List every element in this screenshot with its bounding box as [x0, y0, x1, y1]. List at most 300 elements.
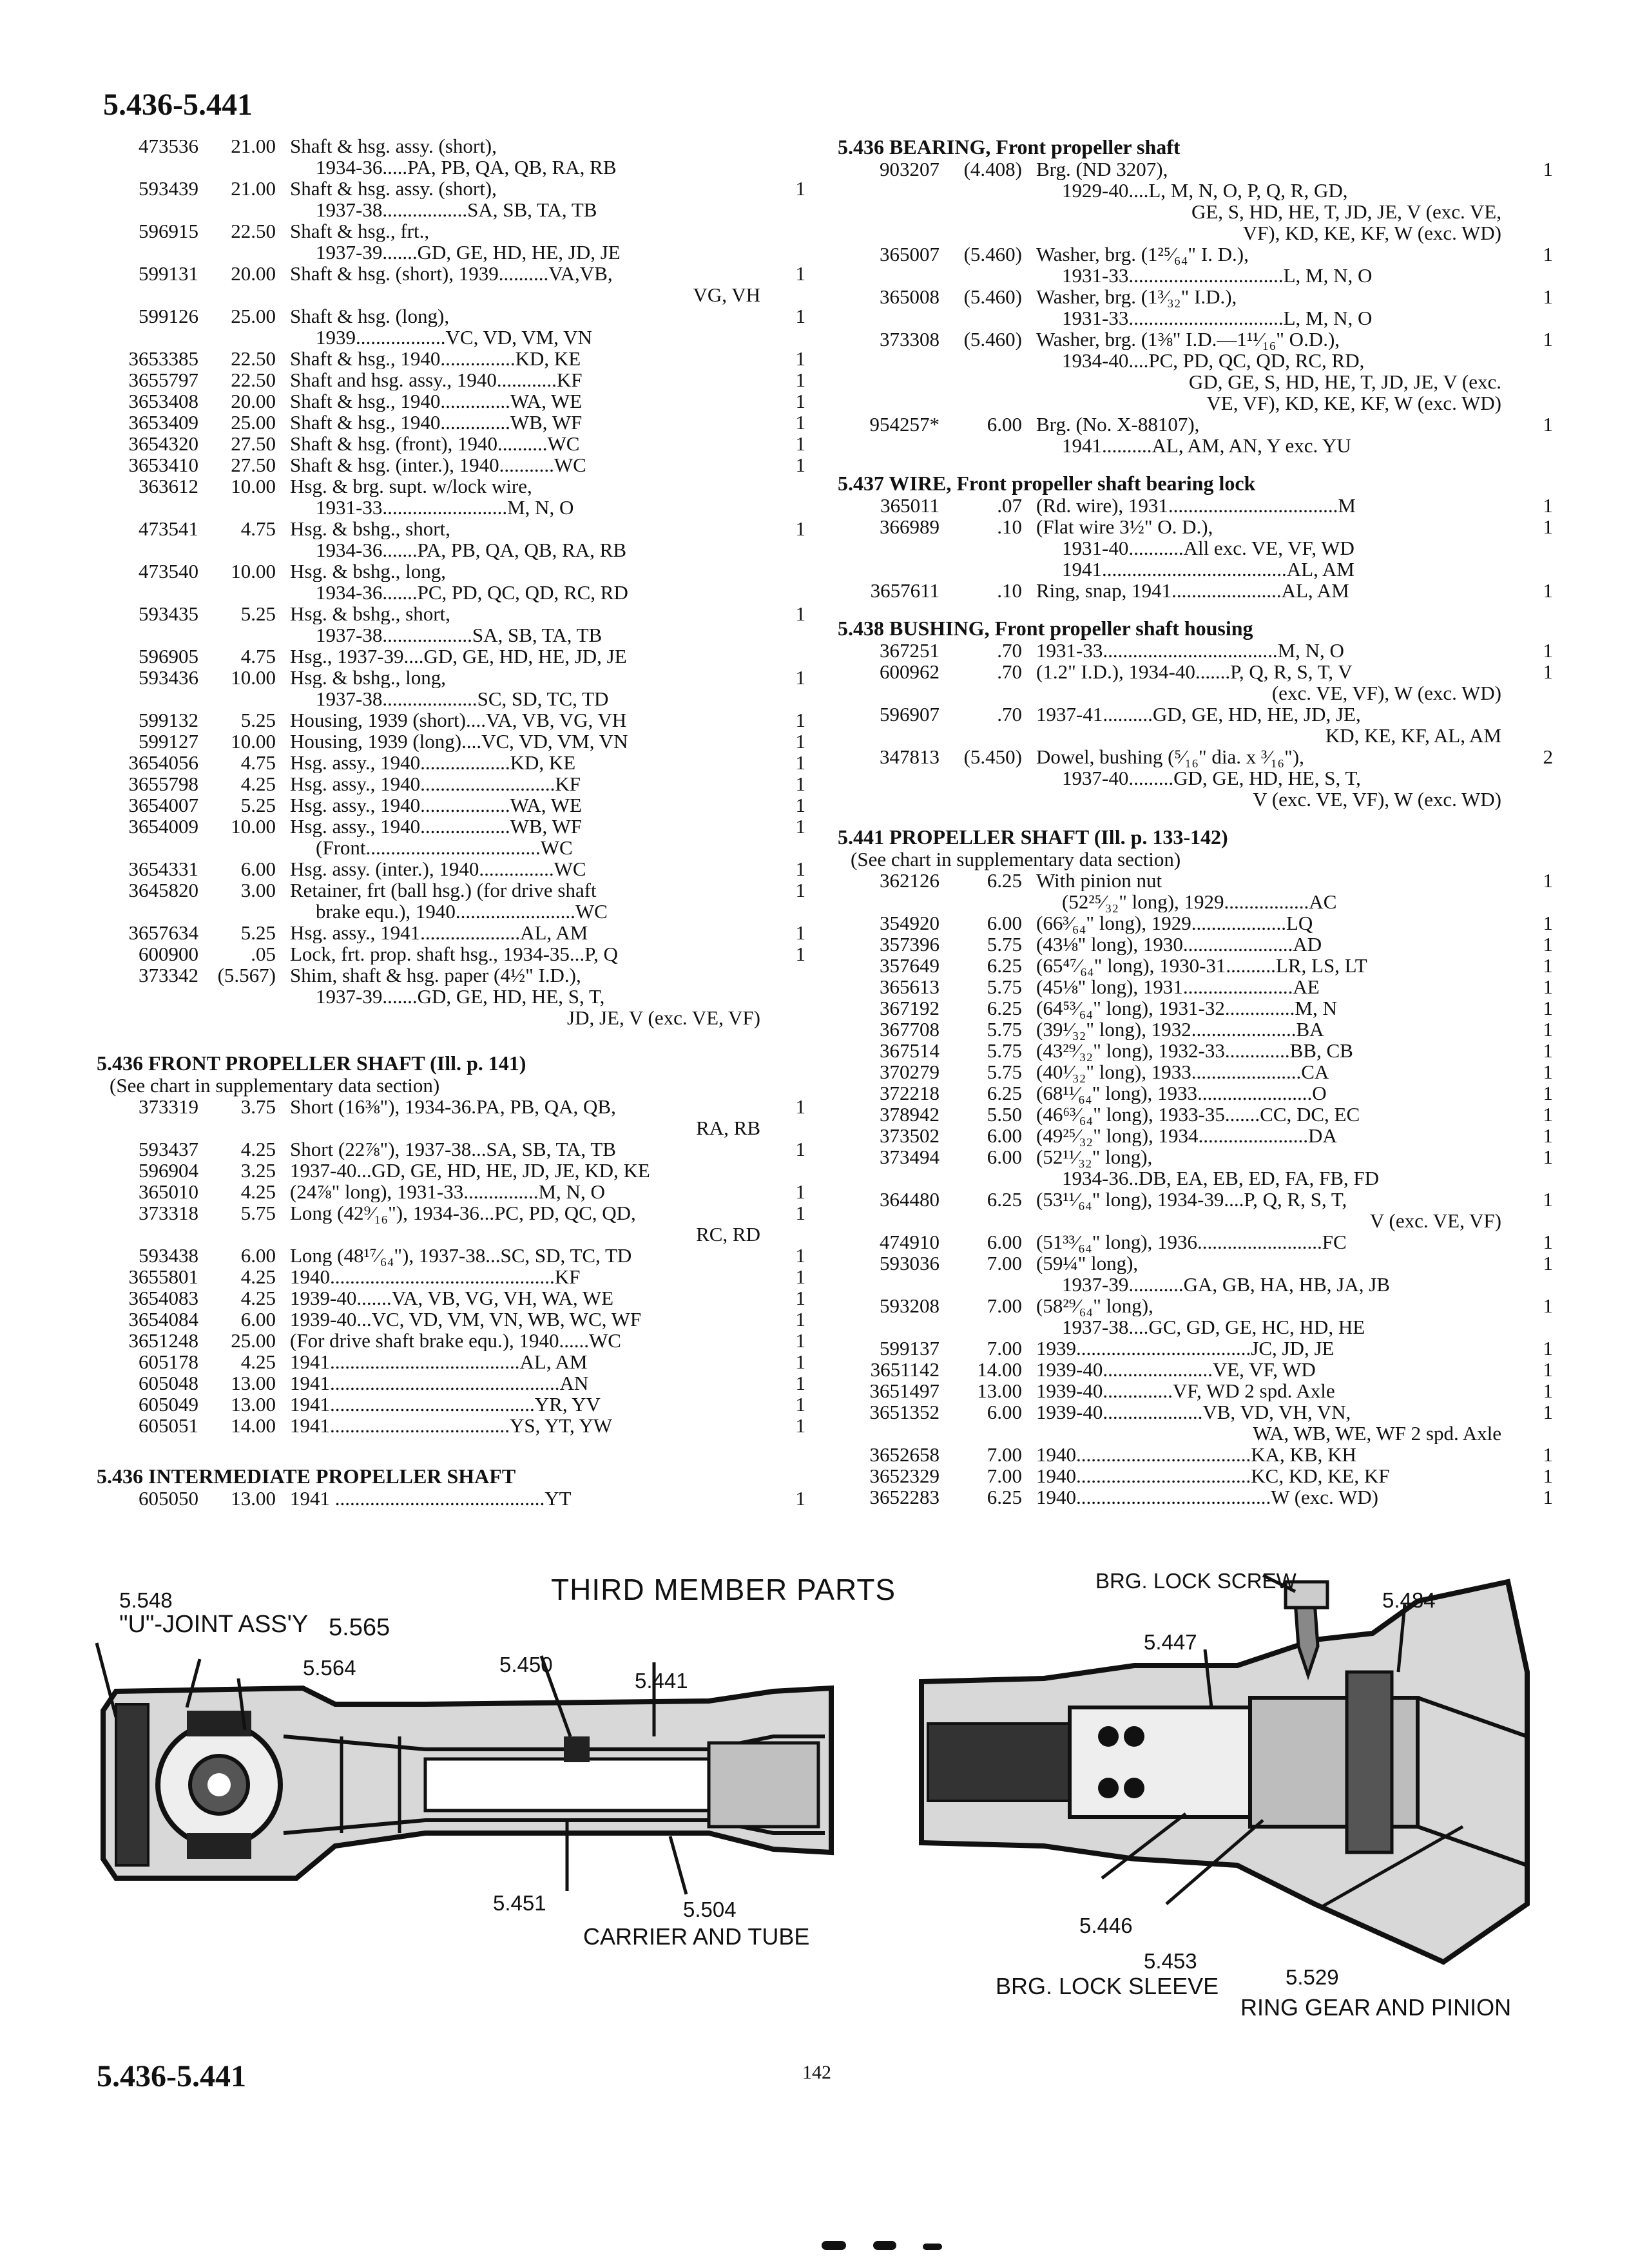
part-description — [1036, 1040, 1501, 1061]
part-price: 4.25 — [240, 1180, 276, 1203]
description-line: Shaft & hsg. (inter.), 1940...........WC — [290, 454, 586, 476]
part-row — [838, 870, 1559, 912]
part-price: 14.00 — [231, 1414, 276, 1437]
part-number: 372218 — [880, 1082, 940, 1104]
part-price: 27.50 — [231, 454, 276, 476]
part-row — [838, 1019, 1559, 1040]
part-quantity: 1 — [795, 794, 805, 816]
part-number: 600962 — [880, 660, 940, 683]
part-row — [838, 1231, 1559, 1253]
part-price: .70 — [997, 660, 1022, 683]
part-row — [838, 1061, 1559, 1082]
label-5-446: 5.446 — [1079, 1914, 1133, 1937]
label-carrier-and-tube: CARRIER AND TUBE — [583, 1923, 810, 1950]
description-line: 1939-40.......VA, VB, VG, VH, WA, WE — [290, 1287, 614, 1309]
part-quantity: 1 — [795, 815, 805, 838]
part-description — [290, 476, 760, 518]
part-price: 13.00 — [231, 1487, 276, 1510]
part-quantity: 1 — [1543, 1231, 1553, 1253]
part-quantity: 1 — [1543, 285, 1553, 308]
part-price: 6.00 — [240, 1244, 276, 1267]
part-row — [97, 646, 812, 667]
part-description — [290, 1181, 760, 1202]
part-quantity: 1 — [795, 602, 805, 625]
description-line: 1940...................................KA, KB, KH — [1036, 1444, 1356, 1465]
description-line: Ring, snap, 1941......................AL, AM — [1036, 580, 1349, 601]
part-number: 3654083 — [128, 1287, 198, 1309]
description-line: (53¹¹⁄₆₄" long), 1934-39....P, Q, R, S, T, — [1036, 1189, 1347, 1210]
part-quantity — [760, 135, 812, 178]
part-price: 20.00 — [231, 390, 276, 412]
description-line: (68¹¹⁄₆₄" long), 1933.......................O — [1036, 1082, 1327, 1104]
part-description — [1036, 1465, 1501, 1486]
part-price: 5.25 — [240, 602, 276, 625]
part-quantity: 1 — [1543, 328, 1553, 351]
description-line: WA, WB, WE, WF 2 spd. Axle — [1253, 1423, 1501, 1444]
part-description — [290, 412, 760, 433]
description-line: (46⁶³⁄₆₄" long), 1933-35.......CC, DC, EC — [1036, 1104, 1360, 1125]
part-price: 6.00 — [240, 858, 276, 880]
description-line: 1931-33...................................M, N, O — [1036, 640, 1344, 661]
part-row — [838, 1465, 1559, 1486]
description-line: (43⅛" long), 1930......................AD — [1036, 934, 1322, 955]
part-quantity — [760, 476, 812, 518]
part-number: 3657634 — [128, 921, 198, 944]
description-line: Shaft & hsg., frt., — [290, 220, 430, 242]
description-line: KD, KE, KF, AL, AM — [1325, 725, 1501, 746]
description-line: Housing, 1939 (long)....VC, VD, VM, VN — [290, 731, 628, 752]
part-price: (5.460) — [963, 328, 1022, 351]
description-line: RA, RB — [696, 1117, 760, 1139]
part-quantity: 1 — [1543, 1039, 1553, 1062]
part-quantity: 1 — [1543, 1337, 1553, 1360]
part-description — [1036, 1380, 1501, 1401]
description-line: (51³³⁄₆₄" long), 1936.........................FC — [1036, 1231, 1347, 1253]
description-line: 1941.....................................AL, AM — [1062, 559, 1354, 580]
scan-mark — [822, 2241, 846, 2250]
part-quantity: 1 — [1543, 1188, 1553, 1211]
part-price: .05 — [251, 943, 276, 965]
description-line: 1937-38.................SA, SB, TA, TB — [316, 199, 597, 220]
description-line: (43²⁹⁄₃₂" long), 1932-33.............BB, CB — [1036, 1040, 1353, 1061]
description-line: 1939-40..............VF, WD 2 spd. Axle — [1036, 1380, 1335, 1401]
label-5-565: 5.565 — [329, 1614, 390, 1641]
part-quantity: 1 — [1543, 1486, 1553, 1508]
part-number: 365007 — [880, 243, 940, 265]
description-line: 1941..............................................AN — [290, 1372, 589, 1394]
part-quantity — [760, 965, 812, 1028]
description-line: 1941 ..........................................YT — [290, 1488, 572, 1509]
part-number: 367251 — [880, 639, 940, 662]
part-number: 365010 — [139, 1180, 198, 1203]
description-line: V (exc. VE, VF) — [1369, 1210, 1501, 1231]
part-quantity — [760, 646, 812, 667]
description-line: Hsg. & brg. supt. w/lock wire, — [290, 476, 532, 497]
part-number: 373494 — [880, 1146, 940, 1168]
part-number: 596904 — [139, 1159, 198, 1182]
part-description — [290, 220, 760, 263]
description-line: 1939-40...VC, VD, VM, VN, WB, WC, WF — [290, 1309, 642, 1330]
part-row — [97, 965, 812, 1028]
part-row — [97, 773, 812, 794]
part-number: 473541 — [139, 517, 198, 540]
part-price: 6.00 — [240, 1308, 276, 1331]
part-number: 596907 — [880, 703, 940, 726]
description-line: Hsg. & bshg., long, — [290, 667, 446, 688]
part-row — [97, 1096, 812, 1139]
description-line: (24⅞" long), 1931-33...............M, N, O — [290, 1181, 605, 1202]
part-description — [290, 794, 760, 816]
description-line: 1937-41..........GD, GE, HD, HE, JD, JE, — [1036, 704, 1361, 725]
part-row — [97, 816, 812, 858]
part-row — [838, 640, 1559, 661]
part-price: 7.00 — [987, 1465, 1022, 1487]
part-number: 3657611 — [870, 579, 940, 602]
part-description — [1036, 997, 1501, 1019]
part-price: (5.460) — [963, 285, 1022, 308]
part-quantity: 1 — [1543, 912, 1553, 934]
description-line: Shaft & hsg. (long), — [290, 305, 450, 327]
part-description — [290, 922, 760, 943]
description-line: Brg. (ND 3207), — [1036, 159, 1168, 180]
part-row — [838, 1401, 1559, 1444]
part-description — [1036, 1082, 1501, 1104]
part-row — [97, 263, 812, 305]
part-row — [97, 178, 812, 220]
part-number: 605050 — [139, 1487, 198, 1510]
part-number: 365008 — [880, 285, 940, 308]
part-description — [1036, 1231, 1501, 1253]
part-price: 5.50 — [987, 1103, 1022, 1126]
label-ring-gear-and-pinion: RING GEAR AND PINION — [1240, 1994, 1512, 2021]
description-line: (64⁵³⁄₆₄" long), 1931-32..............M, N — [1036, 997, 1337, 1019]
part-row — [838, 1359, 1559, 1380]
part-row — [838, 1189, 1559, 1231]
part-quantity: 1 — [795, 1308, 805, 1331]
page-number: 142 — [802, 2062, 831, 2083]
part-description — [290, 858, 760, 879]
part-price: 5.25 — [240, 921, 276, 944]
part-quantity: 1 — [1543, 413, 1553, 436]
description-line: brake equ.), 1940........................WC — [316, 901, 608, 922]
part-quantity: 1 — [795, 1350, 805, 1373]
part-number: 373342 — [139, 964, 198, 986]
part-row — [838, 1444, 1559, 1465]
part-description — [1036, 1338, 1501, 1359]
right-parts-column — [838, 135, 1559, 1508]
part-quantity: 1 — [795, 369, 805, 391]
part-row — [97, 454, 812, 476]
description-line: VF), KD, KE, KF, W (exc. WD) — [1242, 222, 1501, 244]
part-price: 13.00 — [231, 1393, 276, 1416]
description-line: Dowel, bushing (⁵⁄₁₆" dia. x ³⁄₁₆"), — [1036, 746, 1304, 767]
part-quantity: 1 — [795, 1095, 805, 1118]
part-row — [97, 1160, 812, 1181]
part-description — [290, 1245, 760, 1266]
part-number: 370279 — [880, 1061, 940, 1083]
part-price: 5.75 — [987, 1061, 1022, 1083]
description-line: (52¹¹⁄₃₂" long), — [1036, 1146, 1153, 1168]
description-line: 1934-36.....PA, PB, QA, QB, RA, RB — [316, 157, 617, 178]
part-row — [97, 305, 812, 348]
part-price: 5.75 — [240, 1202, 276, 1224]
part-description — [1036, 640, 1501, 661]
part-row — [97, 1202, 812, 1245]
part-quantity: 1 — [1543, 954, 1553, 977]
part-number: 3651497 — [869, 1379, 940, 1402]
part-quantity: 1 — [795, 411, 805, 434]
part-row — [97, 135, 812, 178]
part-number: 373308 — [880, 328, 940, 351]
part-description — [1036, 1486, 1501, 1508]
description-line: (52²⁵⁄₃₂" long), 1929.................AC — [1062, 891, 1337, 912]
part-row — [97, 518, 812, 561]
part-row — [97, 879, 812, 922]
part-description — [1036, 661, 1501, 704]
description-line: (40¹⁄₃₂" long), 1933......................CA — [1036, 1061, 1329, 1082]
page-header-range: 5.436-5.441 — [103, 88, 253, 122]
part-row — [838, 661, 1559, 704]
label-brg-lock-screw: BRG. LOCK SCREW — [1095, 1569, 1296, 1593]
part-quantity: 1 — [795, 943, 805, 965]
part-quantity: 1 — [1543, 1124, 1553, 1147]
description-line: Shaft & hsg., 1940...............KD, KE — [290, 348, 581, 369]
description-line: Retainer, frt (ball hsg.) (for drive shaft — [290, 879, 597, 901]
part-number: 354920 — [880, 912, 940, 934]
part-row — [97, 603, 812, 646]
part-description — [290, 646, 760, 667]
part-description — [290, 603, 760, 646]
part-quantity: 1 — [795, 858, 805, 880]
part-price: 6.00 — [987, 1401, 1022, 1423]
part-row — [97, 390, 812, 412]
part-number: 3653408 — [128, 390, 198, 412]
part-description — [1036, 1125, 1501, 1146]
description-line: Short (16⅜"), 1934-36.PA, PB, QA, QB, — [290, 1096, 616, 1117]
part-number: 605048 — [139, 1372, 198, 1394]
description-line: (Flat wire 3½" O. D.), — [1036, 516, 1213, 537]
description-line: 1931-33...............................L, M, N, O — [1062, 265, 1373, 286]
part-quantity: 1 — [795, 347, 805, 370]
label-brg-lock-sleeve: BRG. LOCK SLEEVE — [996, 1973, 1219, 1999]
part-description — [290, 135, 760, 178]
part-description — [1036, 1401, 1501, 1444]
part-quantity: 1 — [795, 1487, 805, 1510]
part-price: 4.25 — [240, 1138, 276, 1160]
part-price: 4.75 — [240, 517, 276, 540]
part-number: 600900 — [139, 943, 198, 965]
part-row — [838, 997, 1559, 1019]
part-description — [290, 348, 760, 369]
part-row — [97, 476, 812, 518]
description-line: Hsg., 1937-39....GD, GE, HD, HE, JD, JE — [290, 646, 627, 667]
part-description — [290, 667, 760, 709]
part-price: 3.75 — [240, 1095, 276, 1118]
description-line: Hsg. assy., 1940...........................KF — [290, 773, 581, 794]
description-line: 1937-39...........GA, GB, HA, HB, JA, JB — [1062, 1274, 1390, 1295]
part-description — [1036, 1253, 1501, 1295]
description-line: Hsg. & bshg., long, — [290, 561, 446, 582]
part-description — [290, 879, 760, 922]
description-line: 1937-40.........GD, GE, HD, HE, S, T, — [1062, 767, 1361, 789]
part-number: 3653409 — [128, 411, 198, 434]
part-row — [97, 1181, 812, 1202]
part-quantity: 1 — [1543, 1465, 1553, 1487]
part-row — [97, 1372, 812, 1394]
part-number: 3654084 — [128, 1308, 198, 1331]
part-row — [838, 955, 1559, 976]
description-line: Shaft & hsg. (front), 1940..........WC — [290, 433, 580, 454]
part-row — [97, 1351, 812, 1372]
description-line: 1941......................................AL, AM — [290, 1351, 588, 1372]
part-quantity: 1 — [1543, 1294, 1553, 1317]
part-price: 4.75 — [240, 645, 276, 668]
part-number: 357396 — [880, 933, 940, 956]
label-5-453: 5.453 — [1144, 1949, 1197, 1973]
description-line: (exc. VE, VF), W (exc. WD) — [1271, 682, 1501, 704]
part-row — [838, 1338, 1559, 1359]
part-number: 593208 — [880, 1294, 940, 1317]
part-number: 3655797 — [128, 369, 198, 391]
part-number: 3652658 — [869, 1443, 940, 1466]
part-number: 373502 — [880, 1124, 940, 1147]
part-number: 3645820 — [128, 879, 198, 901]
part-quantity: 2 — [1543, 745, 1553, 768]
part-number: 3654056 — [128, 751, 198, 774]
part-number: 605051 — [139, 1414, 198, 1437]
part-description — [290, 390, 760, 412]
part-row — [838, 244, 1559, 286]
description-line: GE, S, HD, HE, T, JD, JE, V (exc. VE, — [1191, 201, 1501, 222]
part-quantity: 1 — [795, 1202, 805, 1224]
part-number: 605178 — [139, 1350, 198, 1373]
part-quantity: 1 — [1543, 869, 1553, 892]
scan-mark — [923, 2244, 942, 2250]
part-price: .10 — [997, 515, 1022, 538]
description-line: Hsg. assy., 1941....................AL, AM — [290, 922, 588, 943]
part-price: 25.00 — [231, 1329, 276, 1352]
description-line: VE, VF), KD, KE, KF, W (exc. WD) — [1206, 392, 1501, 414]
part-number: 365613 — [880, 975, 940, 998]
part-description — [1036, 159, 1501, 244]
part-row — [838, 1104, 1559, 1125]
part-price: .07 — [997, 494, 1022, 517]
part-quantity: 1 — [795, 730, 805, 753]
description-line: (Front...................................WC — [316, 837, 573, 858]
part-quantity: 1 — [795, 1372, 805, 1394]
part-number: 473536 — [139, 135, 198, 157]
part-row — [838, 1253, 1559, 1295]
part-number: 357649 — [880, 954, 940, 977]
part-number: 3655801 — [128, 1265, 198, 1288]
part-price: 4.75 — [240, 751, 276, 774]
part-price: 6.00 — [987, 1124, 1022, 1147]
label-5-441: 5.441 — [635, 1669, 688, 1693]
part-description — [290, 1372, 760, 1394]
part-description — [1036, 955, 1501, 976]
part-quantity: 1 — [795, 305, 805, 327]
part-price: 7.00 — [987, 1443, 1022, 1466]
part-row — [97, 943, 812, 965]
part-number: 373319 — [139, 1095, 198, 1118]
part-description — [290, 1330, 760, 1351]
part-description — [290, 305, 760, 348]
part-description — [290, 1160, 760, 1181]
part-price: 27.50 — [231, 432, 276, 455]
part-row — [97, 348, 812, 369]
part-row — [838, 159, 1559, 244]
part-row — [838, 746, 1559, 810]
part-number: 3652329 — [869, 1465, 940, 1487]
part-number: 599137 — [880, 1337, 940, 1360]
description-line: 1939-40......................VE, VF, WD — [1036, 1359, 1316, 1380]
part-price: 5.75 — [987, 1039, 1022, 1062]
part-quantity: 1 — [1543, 1358, 1553, 1381]
part-description — [1036, 1019, 1501, 1040]
description-line: With pinion nut — [1036, 870, 1162, 891]
description-line: 1941..........AL, AM, AN, Y exc. YU — [1062, 435, 1351, 456]
description-line: Lock, frt. prop. shaft hsg., 1934-35...P, Q — [290, 943, 618, 965]
page-footer-range: 5.436-5.441 — [97, 2059, 246, 2093]
part-quantity: 1 — [795, 432, 805, 455]
part-description — [1036, 516, 1501, 580]
part-price: 6.00 — [987, 912, 1022, 934]
part-row — [97, 369, 812, 390]
part-description — [290, 752, 760, 773]
part-number: 367514 — [880, 1039, 940, 1062]
section-heading: 5.441 PROPELLER SHAFT (Ill. p. 133-142) — [838, 825, 1228, 849]
part-description — [290, 1488, 760, 1509]
part-description — [290, 943, 760, 965]
part-quantity: 1 — [1543, 1018, 1553, 1041]
label-5-484: 5.484 — [1382, 1588, 1436, 1612]
part-row — [97, 752, 812, 773]
label-u-joint-assy: "U"-JOINT ASS'Y — [119, 1611, 309, 1638]
part-price: 10.00 — [231, 815, 276, 838]
part-row — [97, 1245, 812, 1266]
part-row — [838, 1040, 1559, 1061]
part-row — [97, 561, 812, 603]
part-description — [1036, 1359, 1501, 1380]
description-line: 1940.......................................W (exc. WD) — [1036, 1486, 1378, 1508]
part-number: 363612 — [139, 475, 198, 497]
part-price: 6.00 — [987, 1231, 1022, 1253]
description-line: 1937-39.......GD, GE, HD, HE, JD, JE — [316, 242, 621, 263]
description-line: 1939..................VC, VD, VM, VN — [316, 327, 592, 348]
description-line: 1940.............................................KF — [290, 1266, 581, 1287]
part-number: 593439 — [139, 177, 198, 200]
scan-mark — [873, 2241, 896, 2250]
part-price: 6.25 — [987, 1486, 1022, 1508]
part-quantity: 1 — [795, 1138, 805, 1160]
part-price: 6.25 — [987, 1082, 1022, 1104]
part-quantity: 1 — [1543, 515, 1553, 538]
part-price: 5.75 — [987, 1018, 1022, 1041]
part-quantity — [760, 561, 812, 603]
part-price: 7.00 — [987, 1337, 1022, 1360]
part-row — [97, 667, 812, 709]
part-row — [838, 1125, 1559, 1146]
part-price: 25.00 — [231, 305, 276, 327]
part-description — [1036, 244, 1501, 286]
part-number: 593437 — [139, 1138, 198, 1160]
part-number: 3652283 — [869, 1486, 940, 1508]
part-price: 21.00 — [231, 177, 276, 200]
part-row — [97, 220, 812, 263]
part-description — [1036, 912, 1501, 934]
part-quantity: 1 — [1543, 158, 1553, 180]
part-quantity: 1 — [1543, 579, 1553, 602]
